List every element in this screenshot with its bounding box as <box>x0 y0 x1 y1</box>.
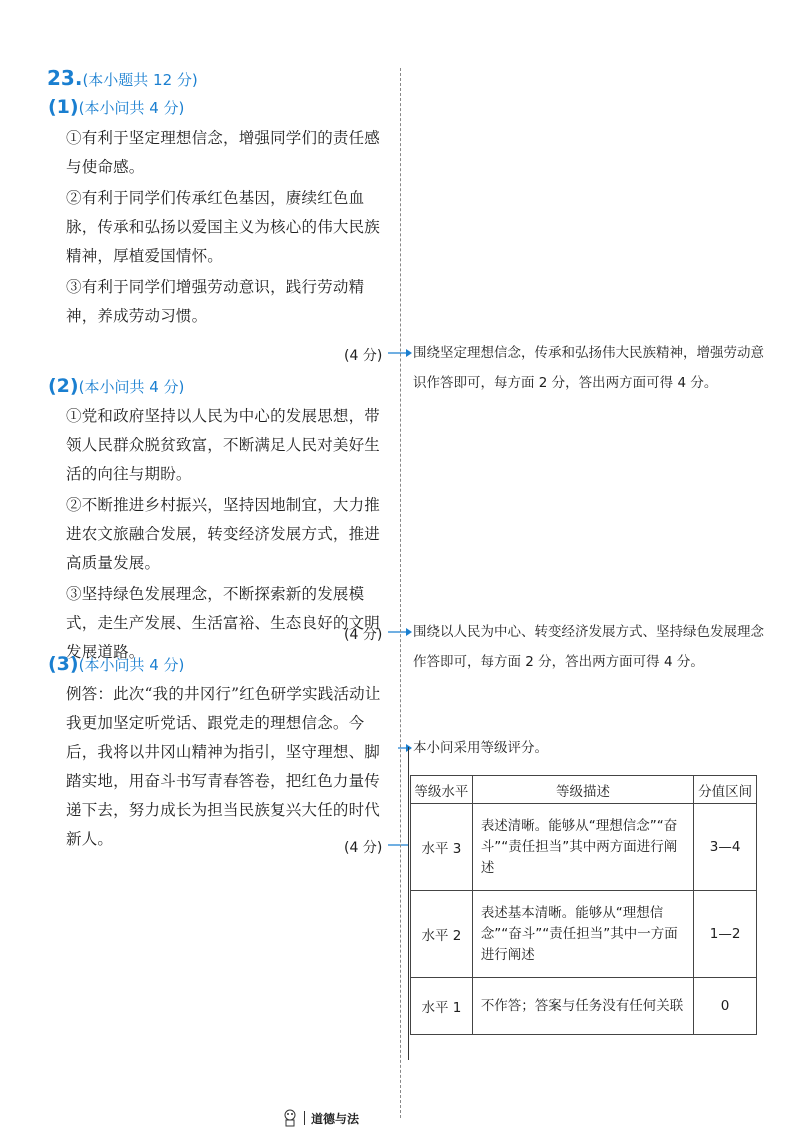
range-cell: 0 <box>694 978 757 1035</box>
table-header-row <box>411 776 757 804</box>
desc-cell: 不作答；答案与任务没有任何关联 <box>472 978 693 1035</box>
table-row <box>411 804 757 891</box>
range-cell: 3—4 <box>694 804 757 891</box>
answer-paragraph: ②不断推进乡村振兴，坚持因地制宜，大力推进农文旅融合发展，转变经济发展方式，推进高质量发展。 <box>66 496 381 572</box>
answer-paragraph: ②有利于同学们传承红色基因，赓续红色血脉，传承和弘扬以爱国主义为核心的伟大民族精神，厚植爱国情怀。 <box>66 189 381 265</box>
part-info: (本小问共 4 分) <box>78 99 185 117</box>
part-3-note: 本小问采用等级评分。 <box>413 740 548 756</box>
part-3-score: (4 分) <box>344 840 383 856</box>
part-number: (3) <box>48 653 79 675</box>
footer-text: 道德与法 <box>311 1111 360 1126</box>
part-2-note: 围绕以人民为中心、转变经济发展方式、坚持绿色发展理念作答即可，每方面 2 分，答出两方面可得 4 分。 <box>413 624 764 670</box>
arrow-right-icon <box>388 839 410 851</box>
question-info: (本小题共 12 分) <box>82 71 198 89</box>
part-2-score: (4 分) <box>344 627 383 643</box>
table-header: 等级描述 <box>472 776 693 804</box>
grading-table <box>410 775 757 1035</box>
bracket-line <box>408 747 409 1060</box>
part-info: (本小问共 4 分) <box>78 656 185 674</box>
part-3-answer <box>66 680 391 854</box>
question-number: 23. <box>47 66 83 90</box>
mascot-logo-icon <box>282 1109 298 1127</box>
part-2-header <box>48 375 184 397</box>
desc-cell: 表述清晰。能够从“理想信念”“奋斗”“责任担当”其中两方面进行阐述 <box>472 804 693 891</box>
answer-paragraph: 例答：此次“我的井冈行”红色研学实践活动让我更加坚定听党话、跟党走的理想信念。今后，我将以井冈山精神为指引，坚守理想、脚踏实地，用奋斗书写青春答卷，把红色力量传递下去，努力成长为担当民族复兴大任的时代新人。 <box>66 685 381 848</box>
level-cell: 水平 2 <box>411 891 473 978</box>
part-2-answer <box>66 402 391 667</box>
table-row <box>411 891 757 978</box>
part-number: (2) <box>48 375 79 397</box>
answer-paragraph: ①党和政府坚持以人民为中心的发展思想，带领人民群众脱贫致富，不断满足人民对美好生活的向往与期盼。 <box>66 407 381 483</box>
part-3-header <box>48 653 184 675</box>
table-row <box>411 978 757 1035</box>
part-info: (本小问共 4 分) <box>78 378 185 396</box>
question-header <box>47 66 198 90</box>
table-header: 等级水平 <box>411 776 473 804</box>
column-divider <box>400 68 401 1118</box>
footer-separator <box>304 1111 305 1125</box>
level-cell: 水平 1 <box>411 978 473 1035</box>
range-cell: 1—2 <box>694 891 757 978</box>
level-cell: 水平 3 <box>411 804 473 891</box>
page-footer <box>282 1107 359 1129</box>
answer-paragraph: ③有利于同学们增强劳动意识，践行劳动精神，养成劳动习惯。 <box>66 278 365 325</box>
part-number: (1) <box>48 96 79 118</box>
desc-cell: 表述基本清晰。能够从“理想信念”“奋斗”“责任担当”其中一方面进行阐述 <box>472 891 693 978</box>
table-header: 分值区间 <box>694 776 757 804</box>
answer-paragraph: ③坚持绿色发展理念，不断探索新的发展模式，走生产发展、生活富裕、生态良好的文明发展道路。 <box>66 585 381 661</box>
answer-paragraph: ①有利于坚定理想信念，增强同学们的责任感与使命感。 <box>66 129 381 176</box>
part-1-note: 围绕坚定理想信念，传承和弘扬伟大民族精神，增强劳动意识作答即可，每方面 2 分，答出两方面可得 4 分。 <box>413 345 764 391</box>
part-1-score: (4 分) <box>344 348 383 364</box>
part-1-header <box>48 96 184 118</box>
part-1-answer <box>66 124 391 331</box>
